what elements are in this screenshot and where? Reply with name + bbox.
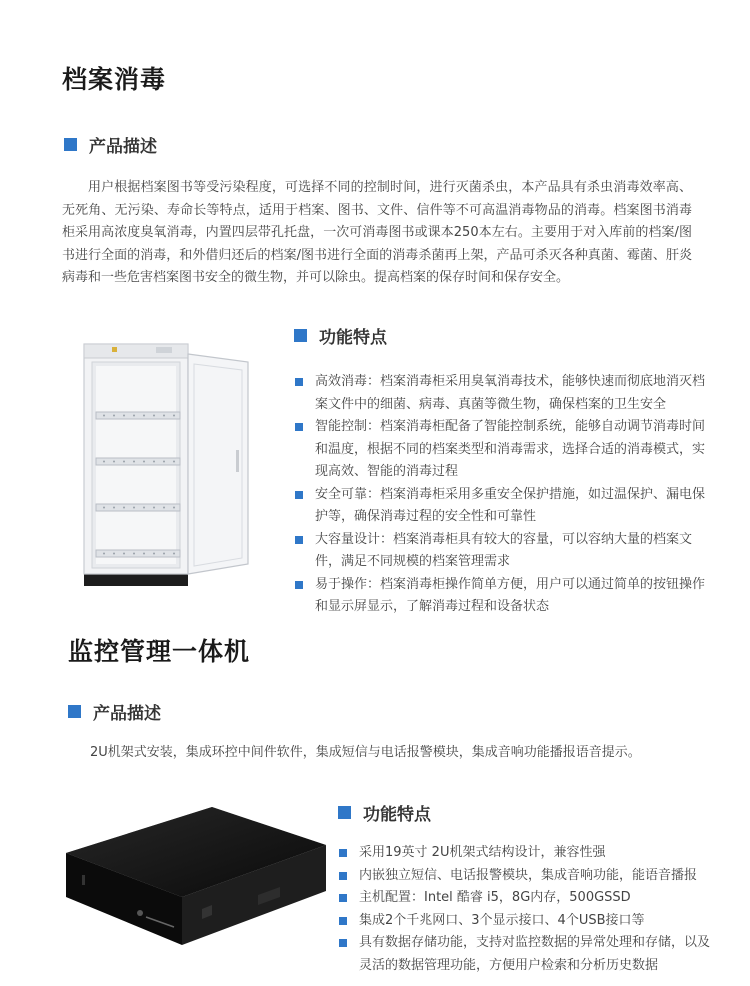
list-item: 主机配置：Intel 酷睿 i5，8G内存，500GSSD <box>337 887 722 910</box>
section2-features-heading <box>338 800 431 825</box>
list-item: 智能控制：档案消毒柜配备了智能控制系统，能够自动调节消毒时间和温度，根据不同的档案类型和消毒需求，选择合适的消毒模式，实现高效、智能的消毒过程 <box>293 416 713 484</box>
section2-desc-heading <box>68 699 161 724</box>
section2-feature-list <box>337 842 722 977</box>
disinfection-cabinet-image <box>82 340 252 590</box>
list-item: 内嵌独立短信、电话报警模块，集成音响功能，能语音播报 <box>337 865 722 888</box>
section2-desc-heading-label: 产品描述 <box>93 704 161 724</box>
section1-features-heading <box>294 323 387 348</box>
section2-description: 2U机架式安装，集成环控中间件软件，集成短信与电话报警模块，集成音响功能播报语音提示。 <box>90 745 641 760</box>
square-bullet-icon <box>294 329 307 342</box>
section1-desc-heading <box>64 132 157 157</box>
section2-title: 监控管理一体机 <box>68 637 251 666</box>
square-bullet-icon <box>68 705 81 718</box>
section2-features-heading-label: 功能特点 <box>363 805 431 825</box>
list-item: 大容量设计：档案消毒柜具有较大的容量，可以容纳大量的档案文件，满足不同规模的档案管理需求 <box>293 529 713 574</box>
list-item: 安全可靠：档案消毒柜采用多重安全保护措施，如过温保护、漏电保护等，确保消毒过程的安全性和可靠性 <box>293 484 713 529</box>
section1-feature-list <box>293 371 713 619</box>
list-item: 集成2个千兆网口、3个显示接口、4个USB接口等 <box>337 910 722 933</box>
list-item: 采用19英寸 2U机架式结构设计，兼容性强 <box>337 842 722 865</box>
list-item: 易于操作：档案消毒柜操作简单方便，用户可以通过简单的按钮操作和显示屏显示，了解消毒过程和设备状态 <box>293 574 713 619</box>
section1-title: 档案消毒 <box>62 65 167 94</box>
list-item: 具有数据存储功能，支持对监控数据的异常处理和存储，以及灵活的数据管理功能，方便用户检索和分析历史数据 <box>337 932 722 977</box>
square-bullet-icon <box>338 806 351 819</box>
list-item: 高效消毒：档案消毒柜采用臭氧消毒技术，能够快速而彻底地消灭档案文件中的细菌、病毒、真菌等微生物，确保档案的卫生安全 <box>293 371 713 416</box>
rack-server-image <box>62 805 332 955</box>
section1-features-heading-label: 功能特点 <box>319 328 387 348</box>
section1-desc-heading-label: 产品描述 <box>89 137 157 157</box>
square-bullet-icon <box>64 138 77 151</box>
section1-description: 用户根据档案图书等受污染程度，可选择不同的控制时间，进行灭菌杀虫，本产品具有杀虫消毒效率高、无死角、无污染、寿命长等特点，适用于档案、图书、文件、信件等不可高温消毒物品的消毒。档案图书消毒柜采用高浓度臭氧消毒，内置四层带孔托盘，一次可消毒图书或课本250本左右。主要用于对入库前的档案/图书进行全面的消毒，和外借归还后的档案/图书进行全面的消毒杀菌再上架，产品可杀灭各种真菌、霉菌、肝炎病毒和一些危害档案图书安全的微生物，并可以除虫。提高档案的保存时间和保存安全。 <box>62 180 692 285</box>
